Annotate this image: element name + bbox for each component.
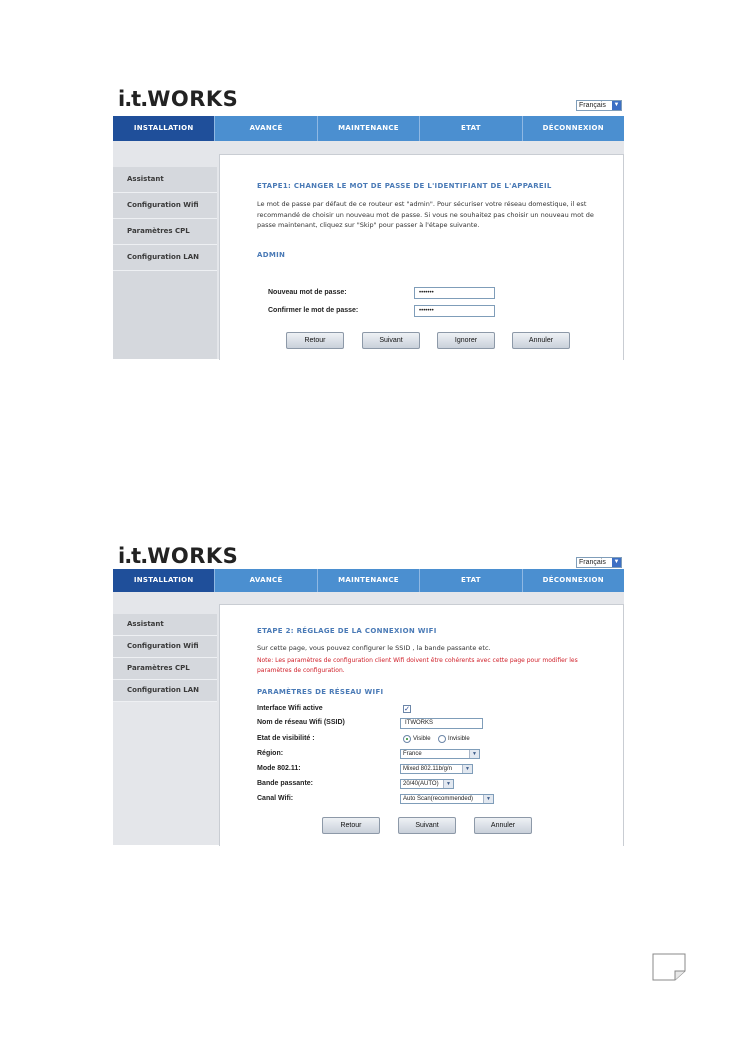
mode-label: Mode 802.11: (257, 765, 301, 772)
ssid-input[interactable]: ITWORKS (400, 718, 483, 729)
chevron-down-icon: ▼ (613, 559, 620, 565)
new-password-input[interactable]: ••••••• (414, 287, 495, 299)
sidebar-item-wifi[interactable]: Configuration Wifi (113, 636, 217, 658)
page-corner-icon (652, 953, 686, 981)
new-password-label: Nouveau mot de passe: (268, 289, 347, 296)
ignore-button[interactable]: Ignorer (437, 332, 495, 349)
nav-deconnexion[interactable]: DÉCONNEXION (522, 116, 624, 141)
ssid-label: Nom de réseau Wifi (SSID) (257, 719, 345, 726)
nav-deconnexion[interactable]: DÉCONNEXION (522, 569, 624, 592)
nav-maintenance[interactable]: MAINTENANCE (317, 116, 419, 141)
region-label: Région: (257, 750, 284, 757)
itworks-logo: i.t.WORKS (118, 544, 239, 568)
chevron-down-icon: ▼ (462, 765, 472, 773)
invisible-radio-label: Invisible (448, 736, 470, 742)
channel-label: Canal Wifi: (257, 795, 294, 802)
visible-radio[interactable] (403, 735, 411, 743)
nav-installation[interactable]: INSTALLATION (113, 116, 214, 141)
nav-installation[interactable]: INSTALLATION (113, 569, 214, 592)
section-title: ADMIN (257, 251, 286, 259)
intro-text: Le mot de passe par défaut de ce routeur est "admin". Pour sécuriser votre réseau domestique, il est recommandé de choisir un nouveau mot de passe. Si vous ne souhaitez pas choisir un nouveau mot de passe maintenant, cliquez sur "Skip" pour passer à l'étape suivante. (257, 200, 594, 229)
chevron-down-icon: ▼ (443, 780, 453, 788)
step-heading: ETAPE 2: RÉGLAGE DE LA CONNEXION WIFI (257, 627, 437, 635)
mode-select[interactable]: Mixed 802.11b/g/n ▼ (400, 764, 473, 774)
sidebar-item-lan[interactable]: Configuration LAN (113, 245, 217, 271)
cancel-button[interactable]: Annuler (474, 817, 532, 834)
sidebar (113, 614, 217, 702)
visibility-label: Etat de visibilité : (257, 735, 315, 742)
note-text: Note: Les paramètres de configuration client Wifi doivent être cohérents avec cette page pour modifier les paramètres de configuration. (257, 657, 578, 674)
sidebar-item-cpl[interactable]: Paramètres CPL (113, 658, 217, 680)
sidebar-item-assistant[interactable]: Assistant (113, 167, 217, 193)
chevron-down-icon: ▼ (613, 102, 620, 108)
content-panel (219, 604, 624, 846)
nav-avance[interactable]: AVANCÉ (214, 116, 316, 141)
sidebar (113, 167, 217, 359)
confirm-password-label: Confirmer le mot de passe: (268, 307, 359, 314)
bandwidth-label: Bande passante: (257, 780, 314, 787)
region-select[interactable]: France ▼ (400, 749, 480, 759)
wifi-active-label: Interface Wifi active (257, 705, 323, 712)
content-panel (219, 154, 624, 360)
next-button[interactable]: Suivant (362, 332, 420, 349)
sidebar-item-cpl[interactable]: Paramètres CPL (113, 219, 217, 245)
screenshot-wifi-step (113, 540, 624, 845)
chevron-down-icon: ▼ (483, 795, 493, 803)
itworks-logo: i.t.WORKS (118, 87, 239, 111)
invisible-radio[interactable] (438, 735, 446, 743)
bandwidth-select[interactable]: 20/40(AUTO) ▼ (400, 779, 454, 789)
back-button[interactable]: Retour (322, 817, 380, 834)
visible-radio-label: Visible (413, 736, 431, 742)
intro-text: Sur cette page, vous pouvez configurer le SSID , la bande passante etc. (257, 644, 491, 652)
sidebar-item-assistant[interactable]: Assistant (113, 614, 217, 636)
chevron-down-icon: ▼ (469, 750, 479, 758)
nav-etat[interactable]: ETAT (419, 116, 521, 141)
main-nav (113, 569, 624, 592)
step-heading: ETAPE1: CHANGER LE MOT DE PASSE DE L'IDENTIFIANT DE L'APPAREIL (257, 182, 552, 190)
sidebar-item-lan[interactable]: Configuration LAN (113, 680, 217, 702)
wifi-active-checkbox[interactable] (403, 705, 411, 713)
next-button[interactable]: Suivant (398, 817, 456, 834)
channel-select[interactable]: Auto Scan(recommended) ▼ (400, 794, 494, 804)
nav-avance[interactable]: AVANCÉ (214, 569, 316, 592)
language-select[interactable]: Français ▼ (576, 100, 622, 111)
section-title: PARAMÈTRES DE RÉSEAU WIFI (257, 688, 384, 696)
language-select[interactable]: Français ▼ (576, 557, 622, 568)
cancel-button[interactable]: Annuler (512, 332, 570, 349)
check-icon: ✓ (404, 705, 410, 713)
main-nav (113, 116, 624, 141)
nav-etat[interactable]: ETAT (419, 569, 521, 592)
screenshot-password-step (113, 82, 624, 359)
confirm-password-input[interactable]: ••••••• (414, 305, 495, 317)
back-button[interactable]: Retour (286, 332, 344, 349)
nav-maintenance[interactable]: MAINTENANCE (317, 569, 419, 592)
sidebar-item-wifi[interactable]: Configuration Wifi (113, 193, 217, 219)
